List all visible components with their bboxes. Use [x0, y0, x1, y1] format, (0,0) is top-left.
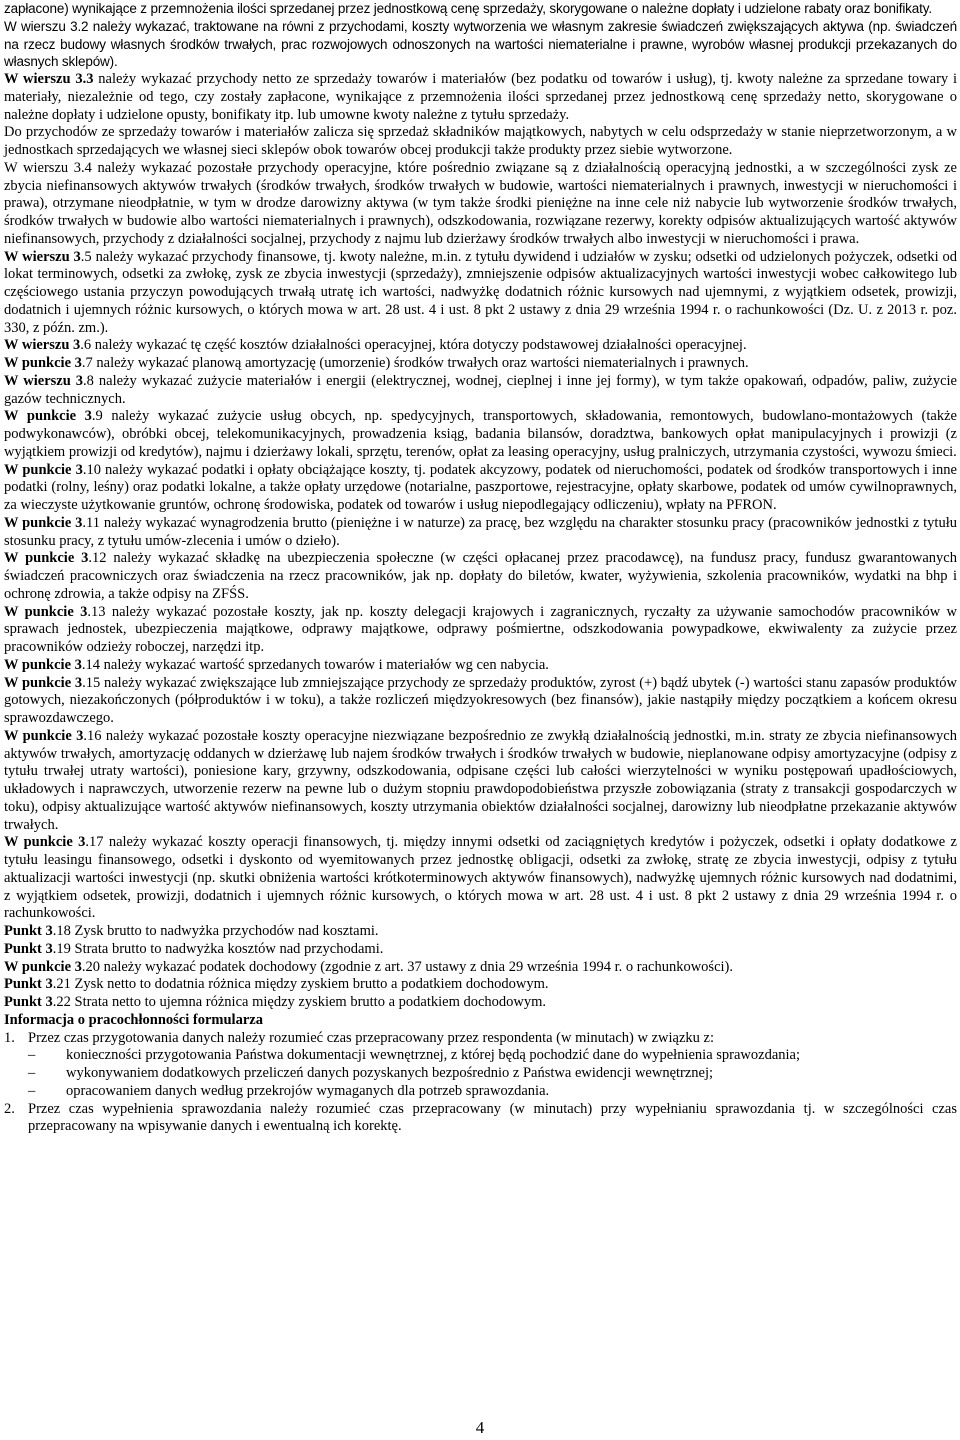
paragraph-text: .11 należy wykazać wynagrodzenia brutto (pieniężne i w naturze) za pracę, bez względu na charakter stosunku pracy (pracowników jednostki z tytułu stosunku pracy, z tytułu umów-zlecenia i umów o dzieło).	[4, 514, 957, 549]
paragraph-lead: W wierszu 3	[4, 337, 81, 354]
dash-list-item	[28, 1083, 957, 1101]
paragraph	[4, 462, 957, 515]
paragraph	[4, 994, 957, 1012]
paragraph-text: należy wykazać przychody netto ze sprzedaży towarów i materiałów (bez podatku od towarów i usług), tj. kwoty należne za sprzedane towary i materiały, niezależnie od tego, czy zostały zapłacone, wynikające z przemnożenia ilości sprzedanej przez jednostkową cenę sprzedaży netto, skorygowane o należne dopłaty i udzielone opusty, bonifikaty itp. lub umowne kwoty należne z tytułu sprzedaży.	[4, 71, 957, 123]
dash-bullet: –	[28, 1082, 36, 1099]
paragraph-lead: W punkcie 3	[4, 834, 86, 851]
paragraph	[4, 337, 957, 355]
dash-list-item	[28, 1047, 957, 1065]
paragraph	[4, 160, 957, 249]
paragraph-text: .5 należy wykazać przychody finansowe, tj. kwoty należne, m.in. z tytułu dywidend i udziałów w zysku; odsetki od udzielonych pożyczek, odsetki od lokat terminowych, odsetki za zwłokę, zysk ze zbycia inwestycji (sprzedaży), zmniejszenie odpisów aktualizacyjnych wartości inwestycji wobec całkowitego lub częściowego ustania przyczyn powodujących trwałą utratę ich wartości, nadwyżkę dodatnich różnic kursowych nad ujemnymi, z wyjątkiem odsetek, prowizji, dodatnich i ujemnych różnic kursowych, o których mowa w art. 28 ust. 4 i ust. 8 pkt 2 ustawy z dnia 29 września 1994 r. o rachunkowości (Dz. U. z 2013 r. poz. 330, z późn. zm.).	[4, 248, 957, 336]
paragraph-text: zapłacone) wynikające z przemnożenia ilości sprzedanej przez jednostkową cenę sprzedaży, skorygowane o należne dopłaty i udzielone rabaty oraz bonifikaty.	[4, 1, 932, 16]
paragraph-lead: W punkcie 3	[4, 603, 88, 620]
paragraph-lead: Punkt 3	[4, 994, 53, 1010]
item-number: 2.	[4, 1100, 15, 1117]
document-body	[4, 0, 957, 1136]
paragraph-lead: W wierszu 3	[4, 372, 84, 389]
paragraph-lead: W wierszu 3	[4, 248, 81, 265]
paragraph-lead: W punkcie 3	[4, 958, 82, 975]
paragraph	[4, 18, 957, 71]
paragraph	[4, 0, 957, 18]
paragraph-text: .12 należy wykazać składkę na ubezpieczenia społeczne (w części opłacanej przez pracodawcę), na fundusz pracy, fundusz gwarantowanych świadczeń pracowniczych oraz świadczenia na rzecz pracowników, jak np. dopłaty do biletów, kwater, wyżywienia, szkolenia pracowników, wydatki na bhp i ochronę zdrowia, a także odpisy na ZFŚS.	[4, 550, 957, 602]
paragraph-text: .6 należy wykazać tę część kosztów działalności operacyjnej, która dotyczy podstawowej działalności operacyjnej.	[80, 337, 747, 354]
dash-bullet: –	[28, 1065, 36, 1081]
paragraph	[4, 373, 957, 409]
dash-list-item	[28, 1065, 957, 1083]
paragraph	[4, 408, 957, 461]
paragraph	[4, 657, 957, 675]
paragraph-lead: W punkcie 3	[4, 514, 83, 531]
paragraph-text: .14 należy wykazać wartość sprzedanych towarów i materiałów wg cen nabycia.	[81, 656, 549, 673]
dash-text: opracowaniem danych według przekrojów wymaganych dla potrzeb sprawozdania.	[66, 1082, 550, 1099]
section-heading: Informacja o pracochłonności formularza	[4, 1011, 263, 1028]
dash-text: wykonywaniem dodatkowych przeliczeń danych pozyskanych bezpośrednio z Państwa ewidencji wewnętrznej;	[66, 1065, 714, 1081]
paragraph	[4, 71, 957, 124]
paragraph	[4, 976, 957, 994]
paragraph-text: .19 Strata brutto to nadwyżka kosztów nad przychodami.	[52, 940, 384, 957]
paragraph-lead: Punkt 3	[4, 976, 53, 993]
paragraph	[4, 941, 957, 959]
paragraph	[4, 124, 957, 160]
paragraph-text: .8 należy wykazać zużycie materiałów i energii (elektrycznej, wodnej, cieplnej i inne jej formy), w tym także opakowań, odpadów, paliw, zużycie gazów technicznych.	[4, 372, 957, 407]
paragraph-lead: W punkcie 3	[4, 355, 82, 371]
paragraph-lead: W punkcie 3	[4, 727, 84, 744]
dash-text: konieczności przygotowania Państwa dokumentacji wewnętrznej, z której będą pochodzić dane do wypełnienia sprawozdania;	[66, 1047, 800, 1064]
paragraph-lead: W punkcie 3	[4, 656, 82, 673]
paragraph-text: .9 należy wykazać zużycie usług obcych, np. spedycyjnych, transportowych, składowania, remontowych, budowlano-montażowych (także podwykonawców), obróbki obcej, telekomunikacyjnych, prowadzenia ksiąg, badania bilansów, doradztwa, bankowych opłat manipulacyjnych i prowizji (z wyjątkiem prowizji od kredytów), najmu i dzierżawy lokali, sprzętu, terenów, opłat za leasing operacyjny, usług pralniczych, utrzymania czystości, wywozu śmieci.	[4, 408, 957, 460]
paragraph	[4, 834, 957, 923]
paragraph-text: .20 należy wykazać podatek dochodowy (zgodnie z art. 37 ustawy z dnia 29 września 1994 r. o rachunkowości).	[81, 958, 733, 975]
dash-bullet: –	[28, 1047, 36, 1064]
paragraph-text: .13 należy wykazać pozostałe koszty, jak np. koszty delegacji krajowych i zagranicznych, ryczałty za używanie samochodów pracowników w sprawach jednostek, ubezpieczenia majątkowe, odprawy majątkowe, odprawy pośmiertne, odszkodowania powypadkowe, ekwiwalenty za zużycie przez pracowników odzieży roboczej, narzędzi itp.	[4, 603, 957, 655]
paragraph-text: .10 należy wykazać podatki i opłaty obciążające koszty, tj. podatek akcyzowy, podatek od nieruchomości, podatek od środków transportowych i inne podatki (rolny, leśny) oraz podatki lokalne, a także opłaty urzędowe (notarialne, paszportowe, rejestracyjne, opłaty skarbowe, podatek od umów cywilnoprawnych, za wieczyste użytkowanie gruntów, ochronę środowiska, podatek od towarów i usług niepodlegający odliczeniu), wpłaty na PFRON.	[4, 461, 957, 513]
item-number: 1.	[4, 1029, 15, 1046]
paragraph-text: .16 należy wykazać pozostałe koszty operacyjne niezwiązane bezpośrednio ze zwykłą działalnością jednostki, m.in. straty ze zbycia niefinansowych aktywów trwałych, amortyzację oddanych w dzierżawę lub najem środków trwałych i środków trwałych w budowie, nieplanowane odpisy amortyzacyjne (odpisy z tytułu trwałej utraty wartości), poniesione kary, grzywny, odszkodowania, odpisane części lub całości wierzytelności w wyniku postępowań upadłościowych, układowych i naprawczych, utworzenie rezerw na pewne lub o dużym stopniu prawdopodobieństwa przyszłe zobowiązania (straty z transakcji gospodarczych w toku), odpisy aktualizujące wartość aktywów niefinansowych, koszty utrzymania obiektów działalności socjalnej, darowizny lub nieodpłatne przekazanie aktywów trwałych.	[4, 727, 957, 833]
paragraph-text: .18 Zysk brutto to nadwyżka przychodów nad kosztami.	[52, 923, 379, 939]
paragraph-lead: W wierszu 3.3	[4, 71, 94, 87]
paragraph-text: Do przychodów ze sprzedaży towarów i materiałów zalicza się sprzedaż składników majątkowych, nabytych w celu odsprzedaży w stanie nieprzetworzonym, a w jednostkach sprzedających we własnej sieci sklepów obok towarów obcej produkcji także produkty przez siebie wytworzone.	[4, 124, 957, 158]
paragraph	[4, 728, 957, 835]
paragraph-text: .15 należy wykazać zwiększające lub zmniejszające przychody ze sprzedaży produktów, zyrost (+) bądź ubytek (-) wartości stanu zapasów produktów gotowych, niezakończonych (półproduktów i w toku), a także rozliczeń międzyokresowych (bez finansów), jakie nastąpiły między początkiem a końcem okresu sprawozdawczego.	[4, 674, 957, 726]
paragraph	[4, 355, 957, 373]
page-number: 4	[475, 1418, 485, 1437]
paragraph-lead: Punkt 3	[4, 940, 53, 957]
paragraph	[4, 959, 957, 977]
paragraph-lead: W punkcie 3	[4, 461, 83, 478]
paragraph	[4, 515, 957, 551]
paragraph-text: .22 Strata netto to ujemna różnica między zyskiem brutto a podatkiem dochodowym.	[52, 994, 547, 1010]
paragraph-text: W wierszu 3.2 należy wykazać, traktowane na równi z przychodami, koszty wytworzenia we własnym zakresie świadczeń zwiększających aktywa (np. świadczeń na rzecz budowy własnych środków trwałych, prac rozwojowych odnoszonych na wartości niematerialne i prawne, wyrobów własnej produkcji przekazanych do własnych sklepów).	[4, 18, 957, 70]
paragraph	[4, 550, 957, 603]
item-text: Przez czas przygotowania danych należy rozumieć czas przepracowany przez respondenta (w minutach) w związku z:	[28, 1029, 714, 1046]
paragraph-lead: Punkt 3	[4, 923, 53, 939]
paragraph	[4, 675, 957, 728]
numbered-item	[4, 1101, 957, 1137]
paragraph	[4, 604, 957, 657]
paragraph-text: .7 należy wykazać planową amortyzację (umorzenie) środków trwałych oraz wartości niematerialnych i prawnych.	[81, 355, 749, 371]
item-text: Przez czas wypełnienia sprawozdania należy rozumieć czas przepracowany (w minutach) przy wypełnianiu sprawozdania tj. w szczególności czas przepracowany na wpisywanie danych i ewentualną ich korektę.	[28, 1100, 957, 1135]
paragraph	[4, 249, 957, 338]
paragraph-text: .17 należy wykazać koszty operacji finansowych, tj. między innymi odsetki od zaciągniętych kredytów i pożyczek, odsetki i opłaty dodatkowe z tytułu leasingu finansowego, odsetki i dyskonto od wyemitowanych przez jednostkę obligacji, odsetki za zwłokę, stratę ze zbycia inwestycji, odpisy z tytułu aktualizacji wartości inwestycji (np. skutki obniżenia wartości krótkoterminowych aktywów finansowych), nadwyżkę ujemnych różnic kursowych nad dodatnimi, z wyjątkiem odsetek, prowizji, dodatnich i ujemnych różnic kursowych, o których mowa w art. 28 ust. 4 i ust. 8 pkt 2 ustawy z dnia 29 września 1994 r. o rachunkowości.	[4, 834, 957, 922]
numbered-item	[4, 1030, 957, 1048]
paragraph-lead: W punkcie 3	[4, 550, 89, 567]
paragraph-lead: W punkcie 3	[4, 674, 83, 691]
paragraph-text: .21 Zysk netto to dodatnia różnica między zyskiem brutto a podatkiem dochodowym.	[52, 976, 549, 993]
paragraph-lead: W punkcie 3	[4, 408, 92, 425]
paragraph-text: W wierszu 3.4 należy wykazać pozostałe przychody operacyjne, które pośrednio związane są z działalnością operacyjną jednostki, a w szczególności zysk ze zbycia niefinansowych aktywów trwałych (środków trwałych, środków trwałych w budowie, wartości niematerialnych i prawnych, inwestycji w nieruchomości i prawa), otrzymane nieodpłatnie, w tym w drodze darowizny aktywa (w tym także środki pieniężne na inne cele niż nabycie lub wytworzenie środków trwałych, środków trwałych w budowie albo wartości niematerialnych i prawnych), odszkodowania, rozwiązane rezerwy, korekty odpisów aktualizujących wartość aktywów niefinansowych, przychody z działalności socjalnej, przychody z najmu lub dzierżawy środków trwałych albo inwestycji w nieruchomości i prawa.	[4, 159, 957, 247]
paragraph	[4, 923, 957, 941]
